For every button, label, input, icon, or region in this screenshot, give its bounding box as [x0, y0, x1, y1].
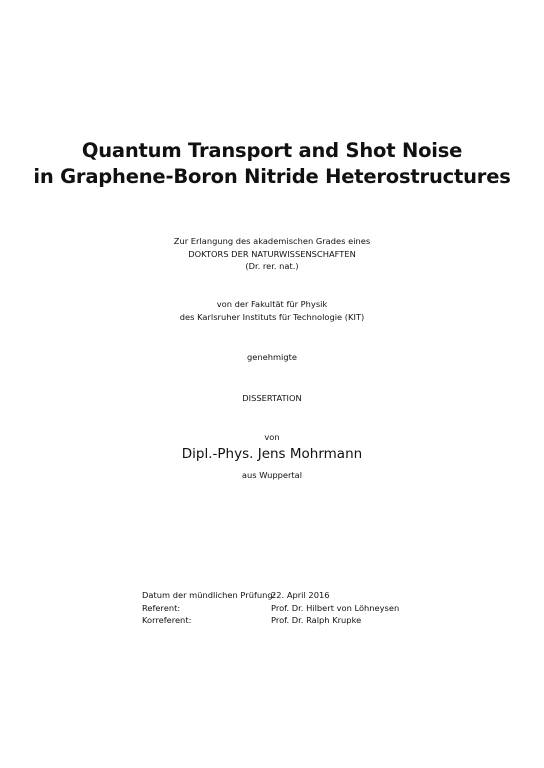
committee-row-exam-date [142, 589, 399, 602]
degree-line-1: Zur Erlangung des akademischen Grades eines [173, 236, 371, 246]
author-name: Dipl.-Phys. Jens Mohrmann [181, 446, 363, 462]
referee-label: Referent: [142, 602, 181, 613]
author-origin: aus Wuppertal [241, 470, 303, 480]
faculty-line-2: des Karlsruher Instituts für Technologie (KIT) [179, 311, 365, 322]
referee-value: Prof. Dr. Hilbert von Löhneysen [271, 602, 400, 613]
degree-line-2: DOKTORS DER NATURWISSENSCHAFTEN [188, 248, 356, 259]
degree-line-3: (Dr. rer. nat.) [245, 261, 299, 271]
co-referee-value: Prof. Dr. Ralph Krupke [271, 615, 362, 625]
exam-date-value: 22. April 2016 [271, 590, 330, 600]
co-referee-label: Korreferent: [142, 615, 192, 625]
by-label: von [264, 432, 280, 442]
document-type: DISSERTATION [242, 393, 302, 403]
approved-label: genehmigte [246, 352, 297, 362]
thesis-title-line-2: in Graphene-Boron Nitride Heterostructures [33, 165, 511, 188]
faculty-line-1: von der Fakultät für Physik [216, 299, 328, 309]
committee-row-referee [142, 602, 399, 615]
thesis-title-line-1: Quantum Transport and Shot Noise [81, 139, 463, 162]
committee-row-co-referee [142, 614, 399, 627]
exam-date-label: Datum der mündlichen Prüfung: [142, 590, 276, 600]
committee-block [142, 589, 399, 627]
